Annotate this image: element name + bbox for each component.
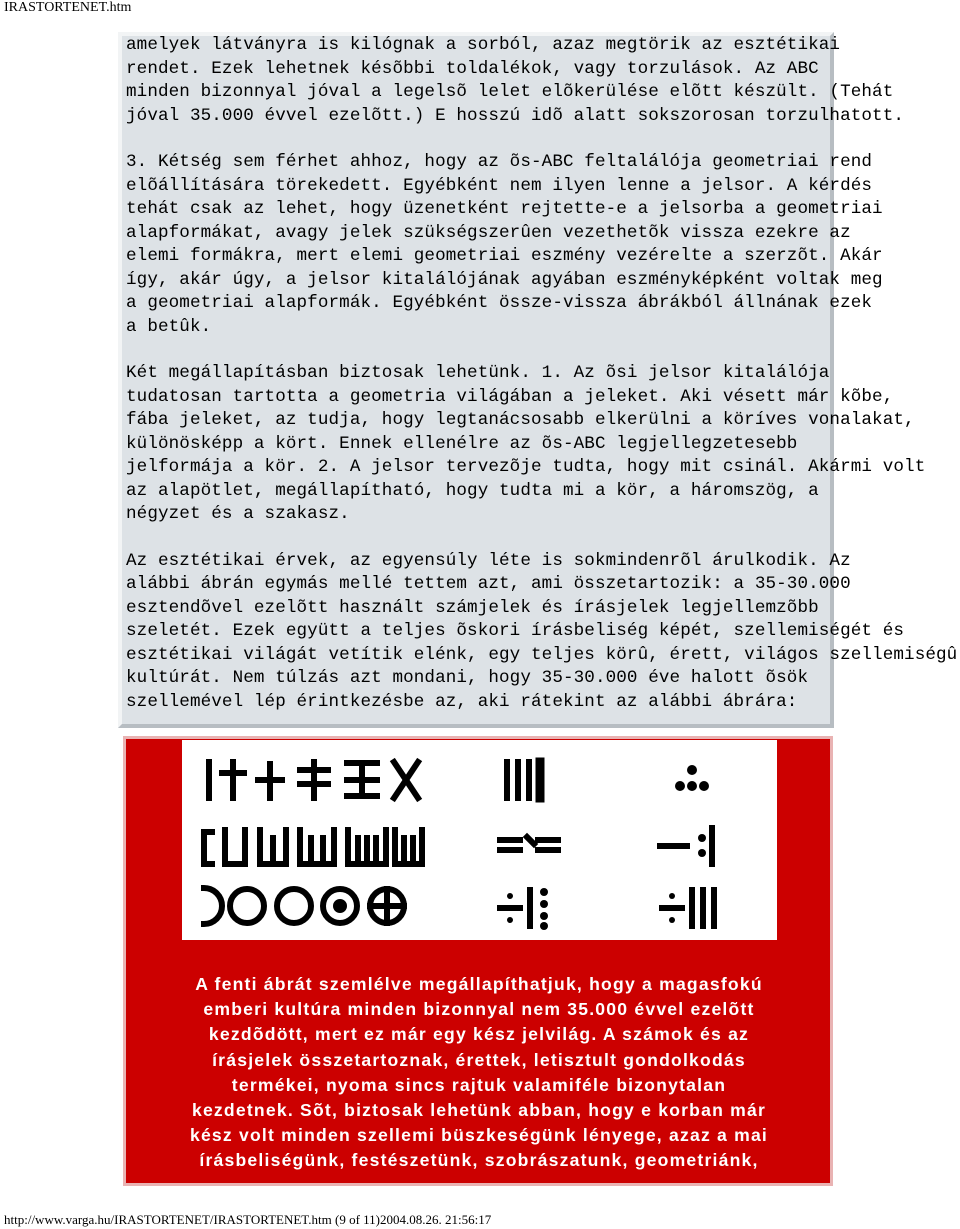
text-line: 3. Kétség sem férhet ahhoz, hogy az õs-ABC feltalálója geometriai rend (126, 152, 873, 172)
paragraph-2 (126, 151, 883, 339)
text-line: szeletét. Ezek együtt a teljes õskori írásbeliség képét, szellemiségét és (126, 621, 905, 641)
text-line: így, akár úgy, a jelsor kitalálójának agyában eszményképként voltak meg (126, 269, 883, 290)
text-line: rendet. Ezek lehetnek késõbbi toldalékok, vagy torzulások. Az ABC (126, 58, 819, 79)
text-line: különösképp a kört. Ennek ellenélre az õs-ABC legjellegzetesebb (126, 433, 798, 454)
text-line: a geometriai alapformák. Egyébként össze-vissza ábrákból állnának ezek (126, 293, 873, 313)
summary-line: kezdõdött, mert ez már egy kész jelvilág. A számok és az (208, 1024, 750, 1045)
text-line: alapformákat, avagy jelek szükségszerûen vezethetõk vissza ezekre az (126, 222, 851, 243)
paragraph-4 (126, 550, 958, 715)
script-signs-row-1 (209, 762, 418, 798)
text-line: négyzet és a szakasz. (126, 504, 350, 524)
summary-line: írásbeliségünk, festészetünk, szobrászatunk, geometriánk, (199, 1150, 759, 1171)
text-line: alábbi ábrán egymás mellé tettem azt, ami összetartozik: a 35-30.000 (126, 574, 851, 594)
text-line: tehát csak az lehet, hogy üzenetként rejtette-e a jelsorba a geometriai (126, 199, 883, 219)
text-line: jelformája a kör. 2. A jelsor tervezõje tudta, hogy mit csinál. Akármi volt (126, 457, 926, 477)
summary-line: emberi kultúra minden bizonnyal nem 35.000 évvel ezelõtt (203, 999, 755, 1020)
text-line: szellemével lép érintkezésbe az, aki rátekint az alábbi ábrára: (126, 691, 798, 712)
summary-line: A fenti ábrát szemlélve megállapíthatjuk, hogy a magasfokú (195, 974, 763, 994)
summary-line: termékei, nyoma sincs rajtuk valamiféle bizonytalan (231, 1074, 727, 1095)
text-line: tudatosan tartotta a geometria világában a jeleket. Aki vésett már kõbe, (126, 386, 894, 407)
ancient-script-and-numeral-signs-illustration (182, 740, 777, 940)
text-line: Két megállapításban biztosak lehetünk. 1. Az õsi jelsor kitalálója (126, 363, 830, 383)
text-line: elõállítására törekedett. Egyébként nem ilyen lenne a jelsor. A kérdés (126, 175, 873, 196)
text-line: fába jeleket, az tudja, hogy legtanácsosabb elkerülni a köríves vonalakat, (126, 410, 915, 430)
page-header: IRASTORTENET.htm (4, 0, 132, 15)
script-signs-row-3 (204, 888, 404, 924)
paragraph-3 (126, 362, 926, 527)
ancient-signs-figure (182, 740, 777, 940)
paragraph-1 (126, 34, 905, 128)
text-line: a betûk. (126, 316, 212, 337)
text-line: Az esztétikai érvek, az egyensúly léte is sokmindenrõl árulkodik. Az (126, 550, 851, 571)
summary-line: kezdetnek. Sõt, biztosak lehetünk abban, hogy e korban már (191, 1100, 767, 1121)
text-line: amelyek látványra is kilógnak a sorból, azaz megtörik az esztétikai (126, 35, 841, 55)
script-signs-row-2 (204, 830, 422, 864)
numeral-signs-right (660, 765, 714, 926)
text-line: az alapötlet, megállapítható, hogy tudta mi a kör, a háromszög, a (126, 480, 819, 501)
summary-text (126, 972, 832, 1174)
text-line: esztétikai világát vetítik elénk, egy teljes körû, érett, világos szellemiségû (126, 644, 958, 665)
text-line: esztendõvel ezelõtt használt számjelek és írásjelek legjellemzõbb (126, 597, 819, 618)
numeral-signs-left (500, 762, 558, 930)
text-line: elemi formákra, mert elemi geometriai eszmény vezérelte a szerzõt. Akár (126, 246, 883, 266)
summary-line: írásjelek összetartoznak, érettek, letisztult gondolkodás (212, 1049, 746, 1070)
text-line: minden bizonnyal jóval a legelsõ lelet elõkerülése elõtt készült. (Tehát (126, 82, 894, 102)
main-text (126, 34, 958, 737)
summary-line: kész volt minden szellemi büszkeségünk lényege, azaz a mai (189, 1125, 769, 1146)
text-line: jóval 35.000 évvel ezelõtt.) E hosszú idõ alatt sokszorosan torzulhatott. (126, 105, 905, 126)
page-footer: http://www.varga.hu/IRASTORTENET/IRASTORTENET.htm (9 of 11)2004.08.26. 21:56:17 (4, 1212, 492, 1227)
text-line: kultúrát. Nem túlzás azt mondani, hogy 35-30.000 éve halott õsök (126, 668, 809, 688)
